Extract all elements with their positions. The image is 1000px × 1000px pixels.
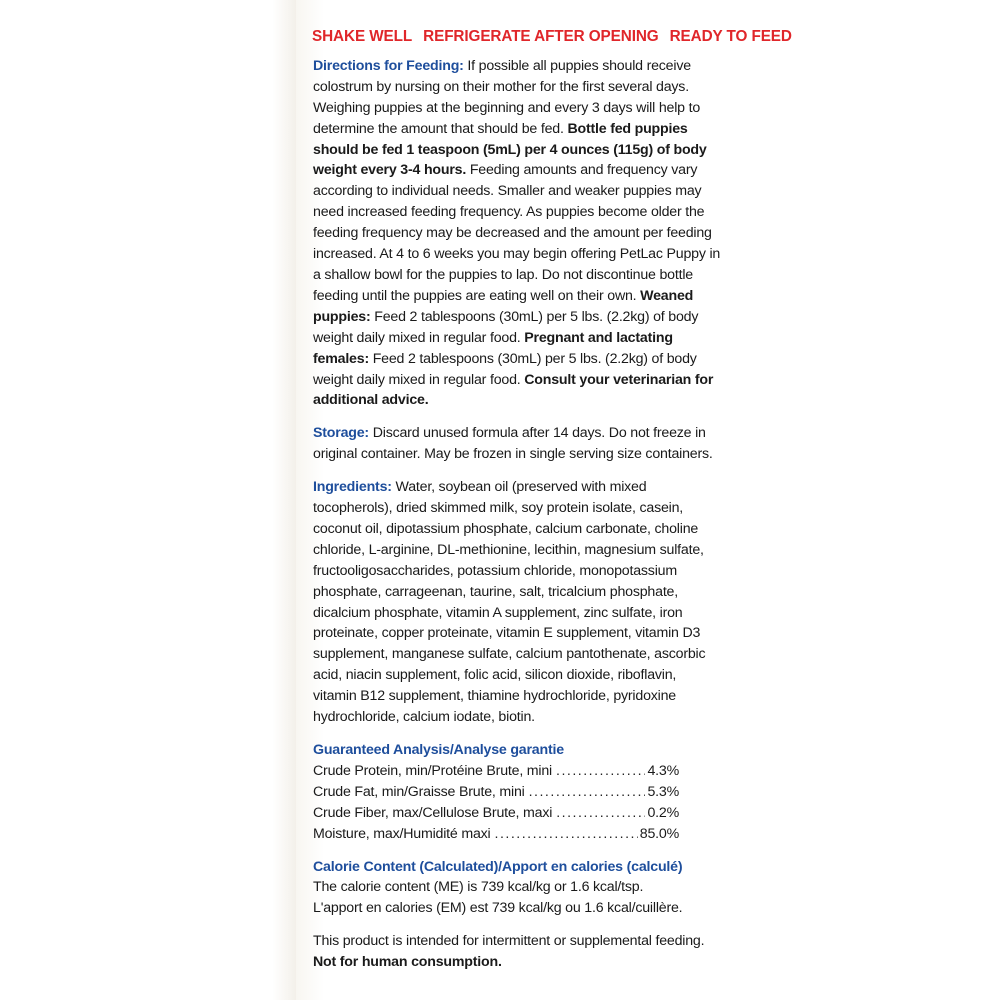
directions-text-3: Feed 2 tablespoons (30mL) per 5 lbs. (2.2kg) of body weight daily mixed in regular food. xyxy=(313,308,699,346)
footer-note xyxy=(313,931,723,973)
ingredients-section xyxy=(313,477,723,728)
storage-text: Discard unused formula after 14 days. Do not freeze in original container. May be frozen in single serving size containers. xyxy=(313,425,713,463)
storage-section xyxy=(313,423,723,465)
storage-heading: Storage: xyxy=(313,425,369,442)
warning-shake: SHAKE WELL xyxy=(312,28,413,45)
analysis-row-value: 4.3% xyxy=(647,762,679,779)
ingredients-text: Water, soybean oil (preserved with mixed tocopherols), dried skimmed milk, soy protein isolate, casein, coconut oil, dipotassium phosphate, calcium carbonate, choline chloride, L-arginine, DL-methionine, lecithin, magnesium sulfate, fructooligosaccharides, potassium chloride, monopotassium phosphate, carrageenan, taurine, salt, tricalcium phosphate, dicalcium phosphate, vitamin A supplement, zinc sulfate, iron proteinate, copper proteinate, vitamin E supplement, vitamin D3 supplement, manganese sulfate, calcium pantothenate, ascorbic acid, niacin supplement, folic acid, silicon dioxide, riboflavin, vitamin B12 supplement, thiamine hydrochloride, pyridoxine hydrochloride, calcium iodate, biotin. xyxy=(313,479,706,726)
ingredients-heading: Ingredients: xyxy=(313,479,392,496)
leader-dots xyxy=(556,761,645,782)
analysis-row xyxy=(313,761,679,782)
analysis-row xyxy=(313,803,679,824)
analysis-row xyxy=(313,824,679,845)
analysis-row-value: 5.3% xyxy=(647,783,679,800)
calorie-content xyxy=(313,857,723,920)
directions-text-4: Feed 2 tablespoons (30mL) per 5 lbs. (2.2kg) of body weight daily mixed in regular food. xyxy=(313,350,697,388)
directions-bold-1: Bottle fed puppies should be fed 1 teaspoon (5mL) per 4 ounces (115g) of body weight every 3-4 hours. xyxy=(313,120,707,179)
analysis-row-name: Moisture, max/Humidité maxi xyxy=(313,825,491,842)
analysis-row-name: Crude Fiber, max/Cellulose Brute, maxi xyxy=(313,804,553,821)
analysis-row-name: Crude Fat, min/Graisse Brute, mini xyxy=(313,783,525,800)
directions-text-2: Feeding amounts and frequency vary according to individual needs. Smaller and weaker puppies may need increased feeding frequency. As puppies become older the feeding frequency may be decreased and the amount per feeding increased. At 4 to 6 weeks you may begin offering PetLac Puppy in a shallow bowl for the puppies to lap. Do not discontinue bottle feeding until the puppies are eating well on their own. xyxy=(313,162,721,304)
analysis-heading: Guaranteed Analysis/Analyse garantie xyxy=(313,742,564,758)
directions-bold-2: Weaned puppies: xyxy=(313,287,694,325)
leader-dots xyxy=(529,782,646,803)
directions-bold-3: Pregnant and lactating females: xyxy=(313,329,673,367)
calorie-line-en: The calorie content (ME) is 739 kcal/kg or 1.6 kcal/tsp. xyxy=(313,879,644,896)
warning-refrigerate: REFRIGERATE AFTER OPENING xyxy=(423,28,659,45)
label-text xyxy=(312,27,792,985)
directions-section xyxy=(313,56,723,411)
calorie-heading: Calorie Content (Calculated)/Apport en calories (calculé) xyxy=(313,858,683,875)
directions-heading: Directions for Feeding: xyxy=(313,57,464,74)
calorie-line-fr: L'apport en calories (EM) est 739 kcal/kg ou 1.6 kcal/cuillère. xyxy=(313,900,683,917)
background-left xyxy=(0,0,296,1000)
analysis-row-value: 0.2% xyxy=(647,804,679,821)
leader-dots xyxy=(556,803,645,824)
analysis-row xyxy=(313,782,679,803)
warning-bar xyxy=(312,27,792,48)
guaranteed-analysis xyxy=(313,740,723,845)
analysis-row-value: 85.0% xyxy=(639,825,679,842)
footer-bold: Not for human consumption. xyxy=(313,954,502,971)
warning-ready: READY TO FEED xyxy=(669,28,792,45)
footer-text: This product is intended for intermittent or supplemental feeding. xyxy=(313,933,705,950)
directions-text-1: If possible all puppies should receive colostrum by nursing on their mother for the first several days. Weighing puppies at the beginning and every 3 days will help to determine the amount that should be fed. xyxy=(313,57,701,137)
analysis-row-name: Crude Protein, min/Protéine Brute, mini xyxy=(313,762,553,779)
directions-bold-4: Consult your veterinarian for additional advice. xyxy=(313,371,714,409)
leader-dots xyxy=(495,824,638,845)
